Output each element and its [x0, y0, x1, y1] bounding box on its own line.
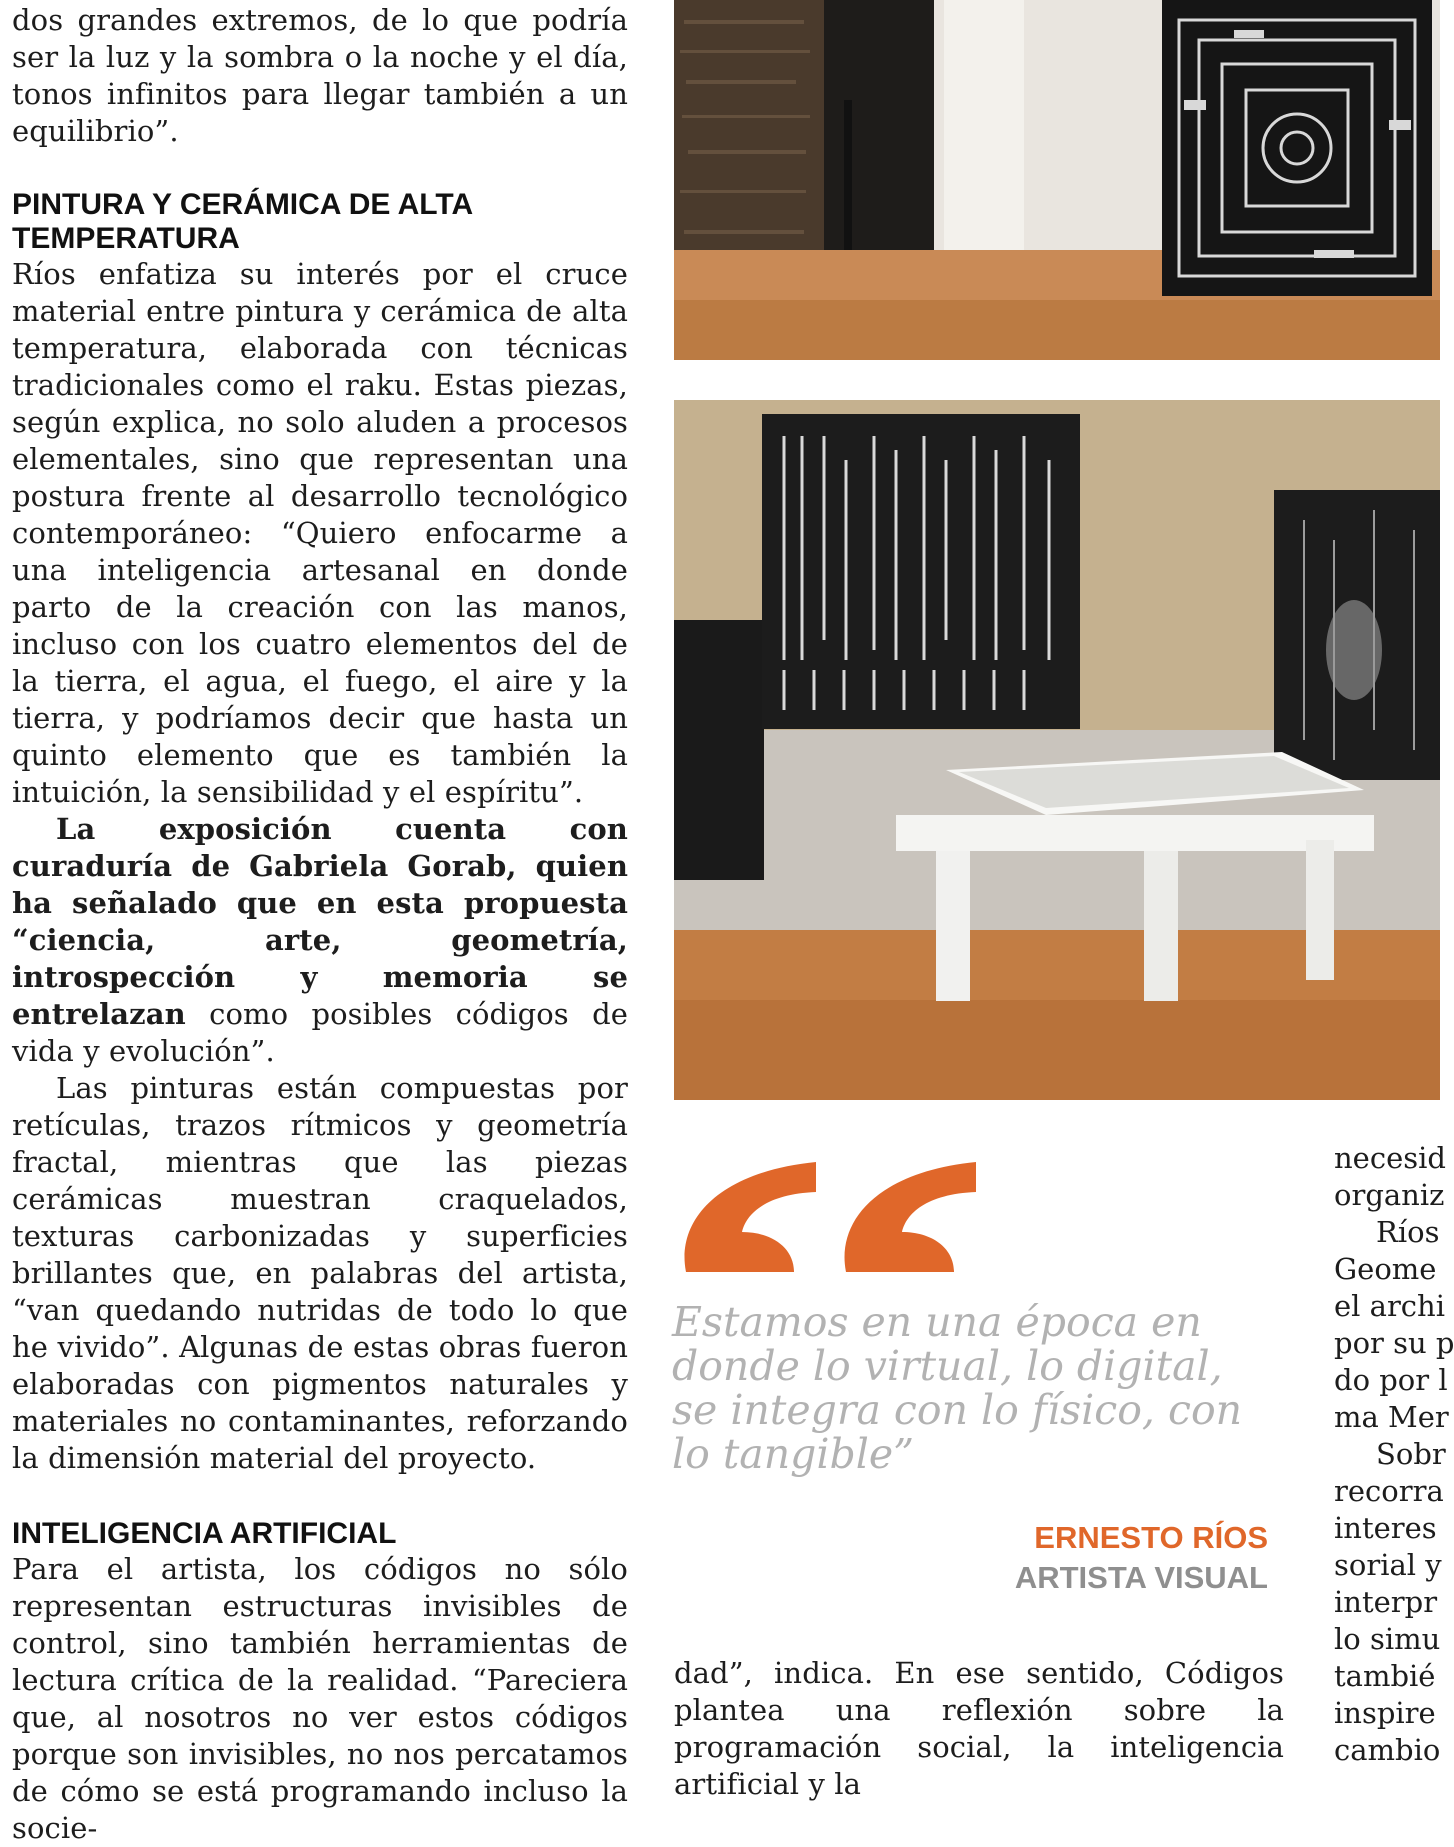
right-line-3: Ríos: [1376, 1215, 1440, 1249]
paragraph-ia: Para el artista, los códigos no sólo representan estructuras invisibles de control, sino también herramientas de lectura crítica de la realidad. “Pareciera que, al nosotros no ver estos códigos porque son invisibles, no nos percatamos de cómo se está programando incluso la socie-: [12, 1552, 628, 1845]
pull-quote-text: Estamos en una época en donde lo virtual, lo digital, se integra con lo físico, con lo tangible”: [672, 1298, 1243, 1478]
right-line-2: organiz: [1334, 1178, 1445, 1212]
paragraph-pinturas: Las pinturas están compuestas por retículas, trazos rítmicos y geometría fractal, mientras que las piezas cerámicas muestran craquelados, texturas carbonizadas y superficies brillantes que, en palabras del artista, “van quedando nutridas de todo lo que he vivido”. Algunas de estas obras fueron elaboradas con pigmentos naturales y materiales no contaminantes, reforzando la dimensión material del proyecto.: [12, 1071, 628, 1475]
gallery-photo-bottom: [674, 400, 1440, 1100]
paragraph-middle-bottom: dad”, indica. En ese sentido, Códigos plantea una reflexión sobre la programación social, la inteligencia artificial y la: [674, 1656, 1284, 1801]
intro-paragraph: dos grandes extremos, de lo que podría ser la luz y la sombra o la noche y el día, tonos infinitos para llegar también a un equilibrio”.: [12, 3, 628, 148]
right-line-17: cambio: [1334, 1733, 1441, 1767]
section-heading-ia: INTELIGENCIA ARTIFICIAL: [12, 1517, 397, 1550]
right-line-4: Geome: [1334, 1252, 1437, 1286]
section-heading-pintura: PINTURA Y CERÁMICA DE ALTA TEMPERATURA: [12, 188, 473, 255]
right-line-10: recorra: [1334, 1474, 1444, 1508]
curaduria-bold-text: La exposición cuenta con curaduría de Gabriela Gorab, quien ha señalado que en esta propuesta “ciencia, arte, geometría, introspección y memoria se entrelazan: [12, 812, 628, 1031]
left-column: [12, 0, 628, 1847]
right-line-15: tambié: [1334, 1659, 1436, 1693]
paragraph-pintura: Ríos enfatiza su interés por el cruce material entre pintura y cerámica de alta temperatura, elaborada con técnicas tradicionales como el raku. Estas piezas, según explica, no solo aluden a procesos elementales, sino que representan una postura frente al desarrollo tecnológico contemporáneo: “Quiero enfocarme a una inteligencia artesanal en donde parto de la creación con las manos, incluso con los cuatro elementos del de la tierra, el agua, el fuego, el aire y la tierra, y podríamos decir que hasta un quinto elemento que es también la intuición, la sensibilidad y el espíritu”.: [12, 257, 628, 809]
right-line-6: por su p: [1334, 1326, 1454, 1360]
right-line-9: Sobr: [1376, 1437, 1446, 1471]
right-line-13: interpr: [1334, 1585, 1438, 1619]
right-column-cropped: [1334, 1140, 1454, 1769]
gallery-photo-top: [674, 0, 1440, 366]
right-line-8: ma Mer: [1334, 1400, 1449, 1434]
quote-author-name: ERNESTO RÍOS: [1034, 1520, 1268, 1555]
middle-column-bottom: [674, 1655, 1284, 1803]
right-line-14: lo simu: [1334, 1622, 1441, 1656]
gallery-photo-bottom-image: [674, 400, 1440, 1100]
right-line-7: do por l: [1334, 1363, 1448, 1397]
right-line-1: necesid: [1334, 1141, 1446, 1175]
right-line-12: sorial y: [1334, 1548, 1442, 1582]
gallery-photo-top-image: [674, 0, 1440, 366]
right-line-11: interes: [1334, 1511, 1437, 1545]
paragraph-curaduria: [12, 811, 628, 1070]
quote-author-role: ARTISTA VISUAL: [1014, 1560, 1268, 1595]
right-line-16: inspire: [1334, 1696, 1436, 1730]
curaduria-rest-text: como posibles códigos de vida y evolución”.: [12, 997, 628, 1068]
quote-mark-icon: [676, 1152, 996, 1282]
right-line-5: el archi: [1334, 1289, 1446, 1323]
quote-attribution: [1015, 1518, 1268, 1598]
